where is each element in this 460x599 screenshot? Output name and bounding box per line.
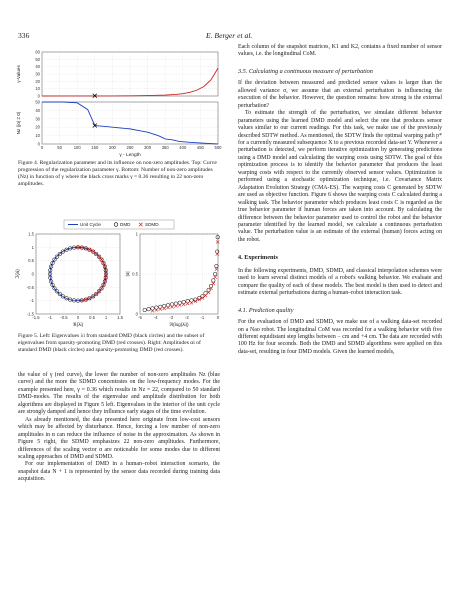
- y-tick-label: 50: [35, 56, 40, 62]
- sdmd-amplitude-point: [151, 309, 154, 312]
- sdmd-amplitude-point: [155, 308, 158, 311]
- x-tick-label: 0: [216, 315, 220, 320]
- x-tick-label: -2: [184, 315, 189, 320]
- y-tick-label: 50: [35, 99, 40, 105]
- paragraph: As already mentioned, the data presented here originate from low-cost sensors which may be affected by disturbance. Hence, forcing a low number of non-zero amplitudes in α can reduce the influence of noise in the approximation. As shown in Figure 5 right, the SDMD emphasizes 22 non-zero amplitudes. Furthermore, differences of the scaling vector α are noticeable for some modes due to different scaling approaches of DMD and SDMD.: [18, 416, 220, 460]
- y-tick-label: -0.5: [26, 284, 34, 290]
- sdmd-amplitude-point: [186, 302, 189, 305]
- y-tick-label: -1.5: [26, 311, 34, 317]
- y-axis-label: Nz (|α| ≠ 0): [16, 111, 21, 135]
- section-heading-4: 4. Experiments: [238, 254, 278, 262]
- y-tick-label: 20: [35, 124, 40, 130]
- paragraph: For the evaluation of DMD and SDMD, we make use of a walking data-set recorded on a Nao robot. The longitudinal CoM was recorded for a walking behavior with five different equidistant step lengths between − cm and +4 cm. The data are recorded with 100 Hz for four seconds. Both the DMD and SDMD algorithms were applied on this data-set, resulting in four DMD models. Given the learned models,: [238, 319, 442, 355]
- x-tick-label: 400: [179, 145, 187, 150]
- x-tick-label: 300: [144, 145, 152, 150]
- y-tick-label: 30: [35, 71, 40, 77]
- y-tick-label: 60: [35, 49, 40, 55]
- sdmd-eigenvalue-point: [92, 250, 95, 253]
- y-tick-label: 0.5: [132, 271, 138, 277]
- sdmd-amplitude-point: [163, 307, 166, 310]
- sdmd-eigenvalue-point: [95, 292, 98, 295]
- dmd-amplitude-point: [143, 308, 147, 312]
- x-tick-label: -3: [169, 315, 174, 320]
- y-tick-label: 0: [37, 141, 40, 147]
- legend-label: SDMD: [145, 222, 159, 228]
- y-tick-label: 0: [135, 311, 138, 317]
- dmd-amplitude-point: [212, 279, 216, 283]
- y-tick-label: -1: [30, 298, 34, 304]
- page-number: 336: [18, 31, 30, 40]
- figure-4-caption: Figure 4. Regularization parameter and its influence on non-zero amplitudes. Top: Curve progression of the regularization parameter γ. Bottom: Number of non-zero amplitudes (Nz) in function of γ where the black cross marks γ = 0.36 resulting in 22 non-zero amplitudes.: [18, 160, 217, 188]
- x-axis-label: γ - Length: [119, 153, 141, 158]
- section-heading-4-1: 4.1. Prediction quality: [238, 306, 294, 314]
- y-tick-label: 40: [35, 64, 40, 70]
- sdmd-amplitude-point: [212, 282, 215, 285]
- x-tick-label: -1: [48, 315, 52, 320]
- dmd-amplitude-point: [215, 264, 219, 268]
- sdmd-amplitude-point: [216, 252, 219, 255]
- dmd-amplitude-point: [147, 307, 151, 311]
- sdmd-eigenvalue-point: [100, 287, 103, 290]
- figure-5: [12, 218, 224, 330]
- y-axis-label: |α|: [125, 271, 130, 277]
- y-axis-label: ℑ{λi}: [15, 269, 20, 279]
- x-tick-label: 250: [126, 145, 134, 150]
- x-tick-label: 100: [73, 145, 81, 150]
- sdmd-amplitude-point: [182, 303, 185, 306]
- y-tick-label: 10: [35, 86, 40, 92]
- x-tick-label: 0: [40, 145, 44, 150]
- y-tick-label: 0.5: [28, 258, 34, 264]
- y-tick-label: 20: [35, 78, 40, 84]
- sdmd-amplitude-point: [216, 240, 219, 243]
- legend-label: DMD: [120, 222, 131, 228]
- sdmd-amplitude-point: [190, 301, 193, 304]
- figure-4: [12, 46, 224, 164]
- x-tick-label: 1.5: [117, 315, 123, 320]
- x-tick-label: -5: [138, 315, 142, 320]
- paragraph: To estimate the strength of the perturbation, we simulate different behavior parameters using the learned DMD model and select the one that produces sensor values similar to our current readings. For this task, we make use of the previously described SDTW method. As mentioned, the SDTW finds the optimal warping path p* for a currently measured subsequence X to a previous recorded data-set Y. Whenever a perturbation is detected, we perform iterative optimization by generating predictions using a DMD model and calculating the warping costs using SDTW. The goal of this optimization process is to identify the behavior parameter that produces the least warping costs with respect to the currently observed sensor values. Optimization is performed using a stochastic optimization technique, i.e. Covariance Matrix Adaptation Evolution Strategy (CMA-ES). The warping costs C generated by SDTW are used as objective function. Figure 6 shows the warping costs C calculated during a walking task. The behavior parameter which produces least costs C is regarded as the true behavior parameter if human forces are taken into account. By calculating the difference between the behavior parameter used to control the robot and the behavior parameter identified by the learned model, we calculate a continuous perturbation value. The perturbation value is an estimate of the external (human) forces acting on the robot.: [238, 110, 442, 243]
- x-tick-label: 150: [91, 145, 99, 150]
- x-tick-label: 1: [104, 315, 108, 320]
- sdmd-amplitude-point: [159, 308, 162, 311]
- x-tick-label: -0.5: [60, 315, 68, 320]
- sdmd-eigenvalue-point: [97, 290, 100, 293]
- sdmd-eigenvalue-point: [95, 252, 98, 255]
- sdmd-eigenvalue-point: [100, 258, 103, 261]
- y-tick-label: 1.5: [28, 231, 34, 237]
- x-tick-label: 200: [108, 145, 116, 150]
- x-tick-label: 450: [196, 145, 204, 150]
- sdmd-amplitude-point: [170, 305, 173, 308]
- sdmd-amplitude-point: [215, 268, 218, 271]
- left-column: [18, 372, 220, 484]
- legend-label: Unit Cycle: [80, 222, 101, 228]
- y-tick-label: 0: [37, 93, 40, 99]
- sdmd-amplitude-point: [214, 276, 217, 279]
- paragraph: the value of γ (red curve), the lower the number of non-zero amplitudes Nz (blue curve) and the more the SDMD concentrates on the low-frequency modes. For the example presented here, γ = 0.36 which results in Nz = 22, compared to 50 standard DMD-modes. The results of the eigenvalue and amplitude distribution for both algorithms are displayed in Figure 5 left. Eigenvalues in the interior of the unit cycle are strongly damped and hence they influence early stages of the time evolution.: [18, 372, 220, 416]
- sdmd-amplitude-point: [207, 291, 210, 294]
- paragraph: For our implementation of DMD in a human–robot interaction scenario, the snapshot data N + 1 is represented by the sensor data recorded during training data acquisition.: [18, 461, 220, 483]
- x-tick-label: 0: [76, 315, 80, 320]
- y-tick-label: 30: [35, 116, 40, 122]
- x-tick-label: 0.5: [89, 315, 95, 320]
- paragraph: In the following experiments, DMD, SDMD, and classical interpolation schemes were used to learn several distinct models of a robot's walking behavior. We evaluate and compare the quality of each of these models. The best model is then used to detect and estimate external perturbations during a human–robot interaction task.: [238, 267, 442, 297]
- right-column: [238, 44, 442, 356]
- x-tick-label: 50: [57, 145, 62, 150]
- sdmd-eigenvalue-point: [97, 255, 100, 258]
- y-tick-label: 40: [35, 107, 40, 113]
- x-axis-label: ℜ{log(λi)}: [169, 322, 189, 327]
- sdmd-amplitude-point: [174, 304, 177, 307]
- figure-5-caption: Figure 5. Left: Eigenvalues λi from standard DMD (black circles) and the subset of eigenvalues from sparsity-promoting DMD (red crosses). Right: Amplitudes αi of standard DMD (black circles) and sparsity-promoting DMD (red crosses).: [18, 333, 205, 354]
- paragraph: If the deviation between measured and predicted sensor values is larger than the allowed variance σ, we assume that an external perturbation is influencing the execution of the behavior. However, the question remains: how strong is the external perturbation?: [238, 80, 442, 109]
- x-tick-label: 500: [214, 145, 222, 150]
- section-heading-3-5: 3.5. Calculating a continuous measure of perturbation: [238, 67, 373, 75]
- y-tick-label: 0: [31, 271, 34, 277]
- sdmd-amplitude-point: [166, 306, 169, 309]
- x-tick-label: -1.5: [32, 315, 40, 320]
- x-tick-label: -1: [200, 315, 205, 320]
- y-axis-label: γ-Values: [16, 65, 21, 83]
- paragraph: Each column of the snapshot matrices, K1 and K2, contains a fixed number of sensor values, i.e. the longitudinal CoM.: [238, 44, 442, 58]
- x-tick-label: -4: [153, 315, 158, 320]
- sdmd-amplitude-point: [178, 304, 181, 307]
- x-tick-label: 350: [161, 145, 169, 150]
- running-head: E. Berger et al.: [206, 31, 253, 40]
- sdmd-amplitude-point: [204, 294, 207, 297]
- y-tick-label: 1: [135, 231, 138, 237]
- dmd-amplitude-point: [216, 235, 220, 239]
- y-tick-label: 10: [35, 133, 40, 139]
- y-tick-label: 1: [31, 244, 34, 250]
- x-axis-label: ℜ{λi}: [72, 322, 84, 327]
